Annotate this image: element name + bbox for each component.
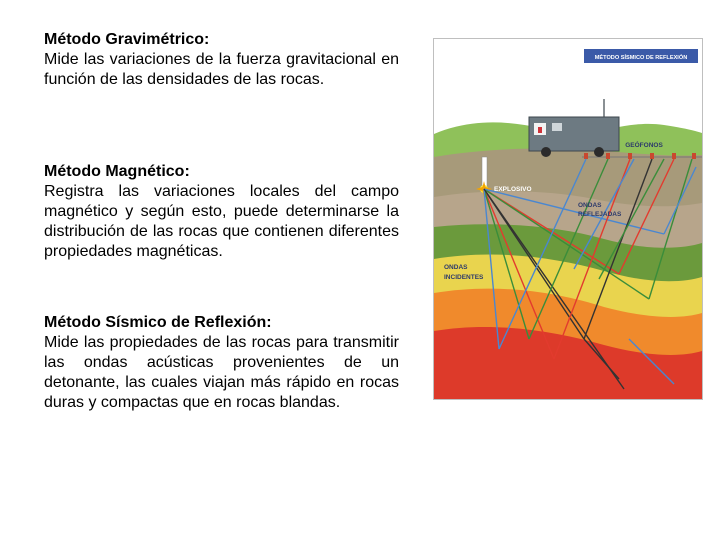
explosivo-label: EXPLOSIVO [494,186,532,193]
section-magnetic [44,162,399,262]
ondas-reflejadas-label-1: ONDAS [578,202,602,209]
diagram-canvas [434,39,702,399]
section-body: Mide las propiedades de las rocas para transmitir las ondas acústicas provenientes de un detonante, las cuales viajan más rápido en rocas duras y compactas que en rocas blandas. [44,334,399,411]
ondas-reflejadas-label-2: REFLEJADAS [578,211,622,218]
section-title: Método Magnético: [44,163,190,180]
section-seismic-reflection [44,313,399,413]
ondas-incidentes-label-1: ONDAS [444,264,468,271]
ondas-incidentes-label-2: INCIDENTES [444,274,484,281]
section-body: Mide las variaciones de la fuerza gravitacional en función de las densidades de las rocas. [44,51,399,88]
recording-truck [529,99,619,157]
section-body: Registra las variaciones locales del campo magnético y según esto, puede determinarse la distribución de las rocas que contienen diferentes propiedades magnéticas. [44,183,399,260]
seismic-reflection-diagram [433,38,703,400]
geofonos-label: GEÓFONOS [625,142,663,149]
section-gravimetric [44,30,399,90]
banner-text: MÉTODO SÍSMICO DE REFLEXIÓN [594,55,688,61]
section-title: Método Gravimétrico: [44,31,210,48]
section-title: Método Sísmico de Reflexión: [44,314,272,331]
